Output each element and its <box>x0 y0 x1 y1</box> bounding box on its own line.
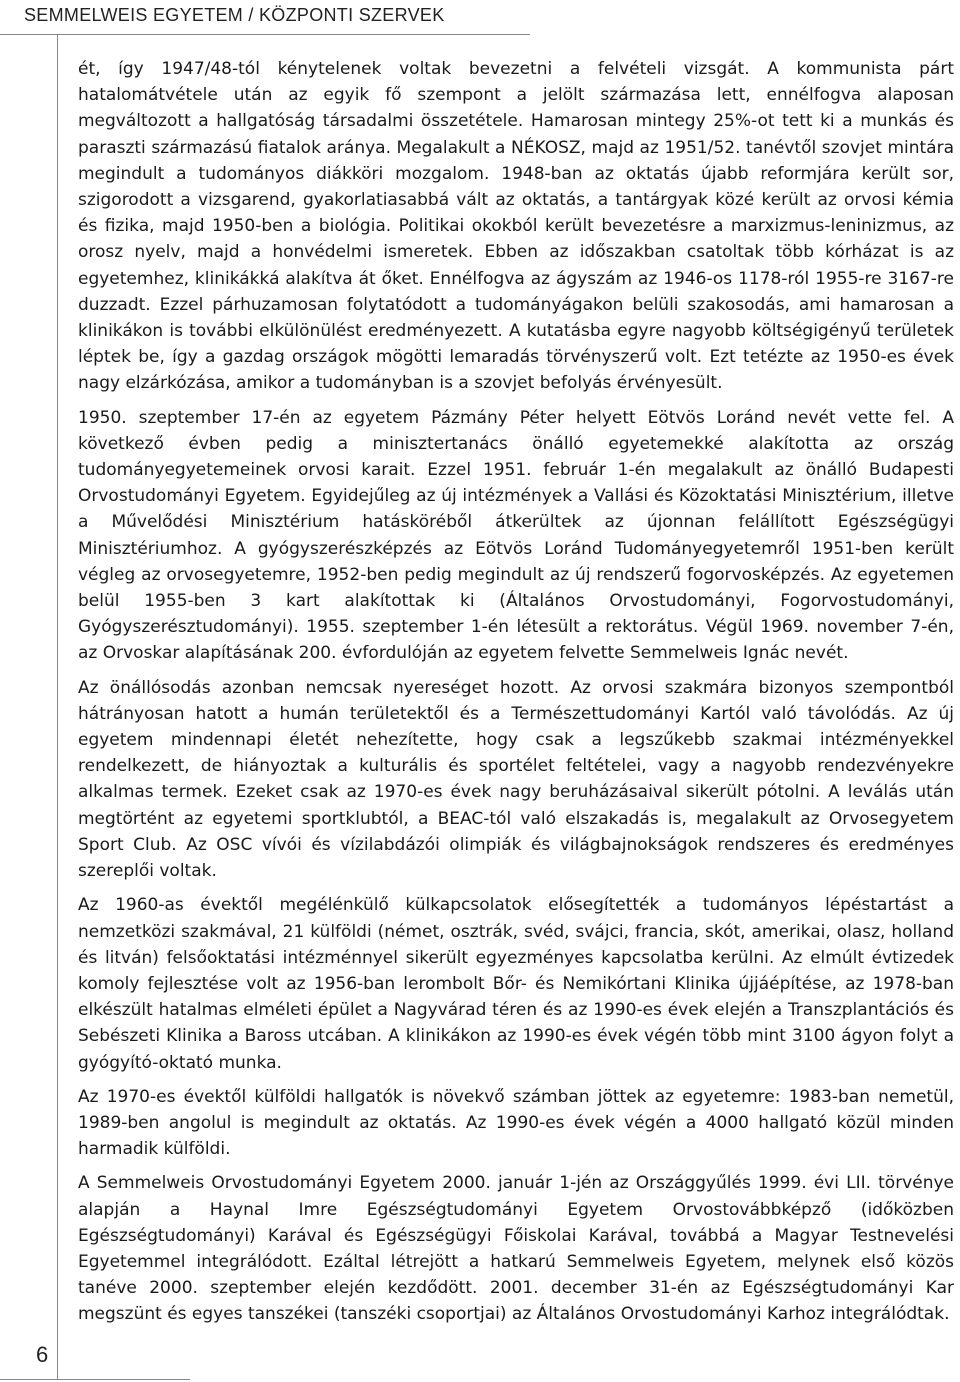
paragraph: Az 1960-as évektől megélénkülő külkapcsolatok elősegítették a tudományos lépéstartást a nemzetközi szakmával, 21 külföldi (német, osztrák, svéd, svájci, francia, skót, amerikai, olasz, holland és litván) felsőoktatási intézménnyel sikerült egyezményes kapcsolatba kerülni. Az elmúlt évtizedek komoly fejlesztése volt az 1956-ban lerombolt Bőr- és Nemikórtani Klinika újjáépítése, az 1978-ban elkészült hatalmas elméleti épület a Nagyvárad téren és az 1990-es évek elején a Transzplantációs és Sebészeti Klinika a Baross utcában. A klinikákon az 1990-es évek végén több mint 3100 ágyon folyt a gyógyító-oktató munka. <box>78 895 954 1073</box>
body-text <box>78 56 954 1336</box>
paragraph: Az önállósodás azonban nemcsak nyereséget hozott. Az orvosi szakmára bizonyos szempontból hátrányosan hatott a humán területektől és a Természettudományi Kartól való távolódás. Az új egyetem mindennapi életét nehezítette, hogy csak a legszűkebb szakmai intézményekkel rendelkezett, de hiányoztak a kulturális és sportélet feltételei, vagy a nagyobb rendezvényekre alkalmas termek. Ezeket csak az 1970-es évek nagy beruházásaival sikerült pótolni. A leválás után megtörtént az egyetemi sportklubtól, a BEAC-tól való elszakadás is, megalakult az Orvosegyetem Sport Club. Az OSC vívói és vízilabdázói olimpiák és világbajnokságok rendszeres és eredményes szereplői voltak. <box>78 677 954 882</box>
paragraph: ét, így 1947/48-tól kénytelenek voltak bevezetni a felvételi vizsgát. A kommunista párt hatalomátvétele után az egyik fő szempont a jelölt származása lett, ennélfogva alaposan megváltozott a hallgatóság társadalmi összetétele. Hamarosan mintegy 25%-ot tett ki a munkás és paraszti származású fiatalok aránya. Megalakult a NÉKOSZ, majd az 1951/52. tanévtől szovjet mintára megindult a tudományos diákköri mozgalom. 1948-ban az oktatás újabb reformjára került sor, szigorodott a vizsgarend, gyakorlatiasabbá vált az oktatás, a tantárgyak közé került az orvosi kémia és fizika, majd 1950-ben a biológia. Politikai okokból került bevezetésre a marxizmus-leninizmus, az orosz nyelv, majd a honvédelmi ismeretek. Ebben az időszakban csatoltak több kórházat is az egyetemhez, klinikákká alakítva át őket. Ennélfogva az ágyszám az 1946-os 1178-ról 1955-re 3167-re duzzadt. Ezzel párhuzamosan folytatódott a tudományágakon belüli szakosodás, ami hamarosan a klinikákon is további elkülönülést eredményezett. A kutatásba egyre nagyobb költségigényű területek léptek be, így a gazdag országok mögötti lemaradás törvényszerű volt. Ezt tetézte az 1950-es évek nagy elzárkózása, amikor a tudományban is a szovjet befolyás érvényesült. <box>78 59 954 394</box>
footer-rule <box>0 1379 190 1380</box>
page-header <box>0 0 960 40</box>
margin-rule <box>57 34 58 1380</box>
header-rule <box>0 34 530 35</box>
page-number: 6 <box>36 1342 49 1367</box>
paragraph: 1950. szeptember 17-én az egyetem Pázmány Péter helyett Eötvös Loránd nevét vette fel. A következő évben pedig a minisztertanács önálló egyetemekké alakította az ország tudományegyetemeinek orvosi karait. Ezzel 1951. február 1-én megalakult az önálló Budapesti Orvostudományi Egyetem. Egyidejűleg az új intézmények a Vallási és Közoktatási Minisztérium, illetve a Művelődési Minisztérium hatásköréből átkerültek az újonnan felállított Egészségügyi Minisztériumhoz. A gyógyszerészképzés az Eötvös Loránd Tudományegyetemről 1951-ben került végleg az orvosegyetemre, 1952-ben pedig megindult az új rendszerű fogorvosképzés. Az egyetemen belül 1955-ben 3 kart alakítottak ki (Általános Orvostudományi, Fogorvostudományi, Gyógyszerésztudományi). 1955. szeptember 1-én létesült a rektorátus. Végül 1969. november 7-én, az Orvoskar alapításának 200. évfordulóján az egyetem felvette Semmelweis Ignác nevét. <box>78 407 954 664</box>
paragraph: Az 1970-es évektől külföldi hallgatók is növekvő számban jöttek az egyetemre: 1983-ban nemetül, 1989-ben angolul is megindult az oktatás. Az 1990-es évek végén a 4000 hallgató közül minden harmadik külföldi. <box>78 1086 954 1160</box>
paragraph: A Semmelweis Orvostudományi Egyetem 2000. január 1-jén az Országgyűlés 1999. évi LII. törvénye alapján a Haynal Imre Egészségtudományi Egyetem Orvostovábbképző (időközben Egészségtudományi) Karával és Egészségügyi Főiskolai Karával, továbbá a Magyar Testnevelési Egyetemmel integrálódott. Ezáltal létrejött a hatkarú Semmelweis Egyetem, melynek első közös tanéve 2000. szeptember elején kezdődött. 2001. december 31-én az Egészségtudományi Kar megszünt és egyes tanszékei (tanszéki csoportjai) az Általános Orvostudományi Karhoz integrálódtak. <box>78 1173 954 1325</box>
running-head-title: SEMMELWEIS EGYETEM / KÖZPONTI SZERVEK <box>24 5 445 25</box>
